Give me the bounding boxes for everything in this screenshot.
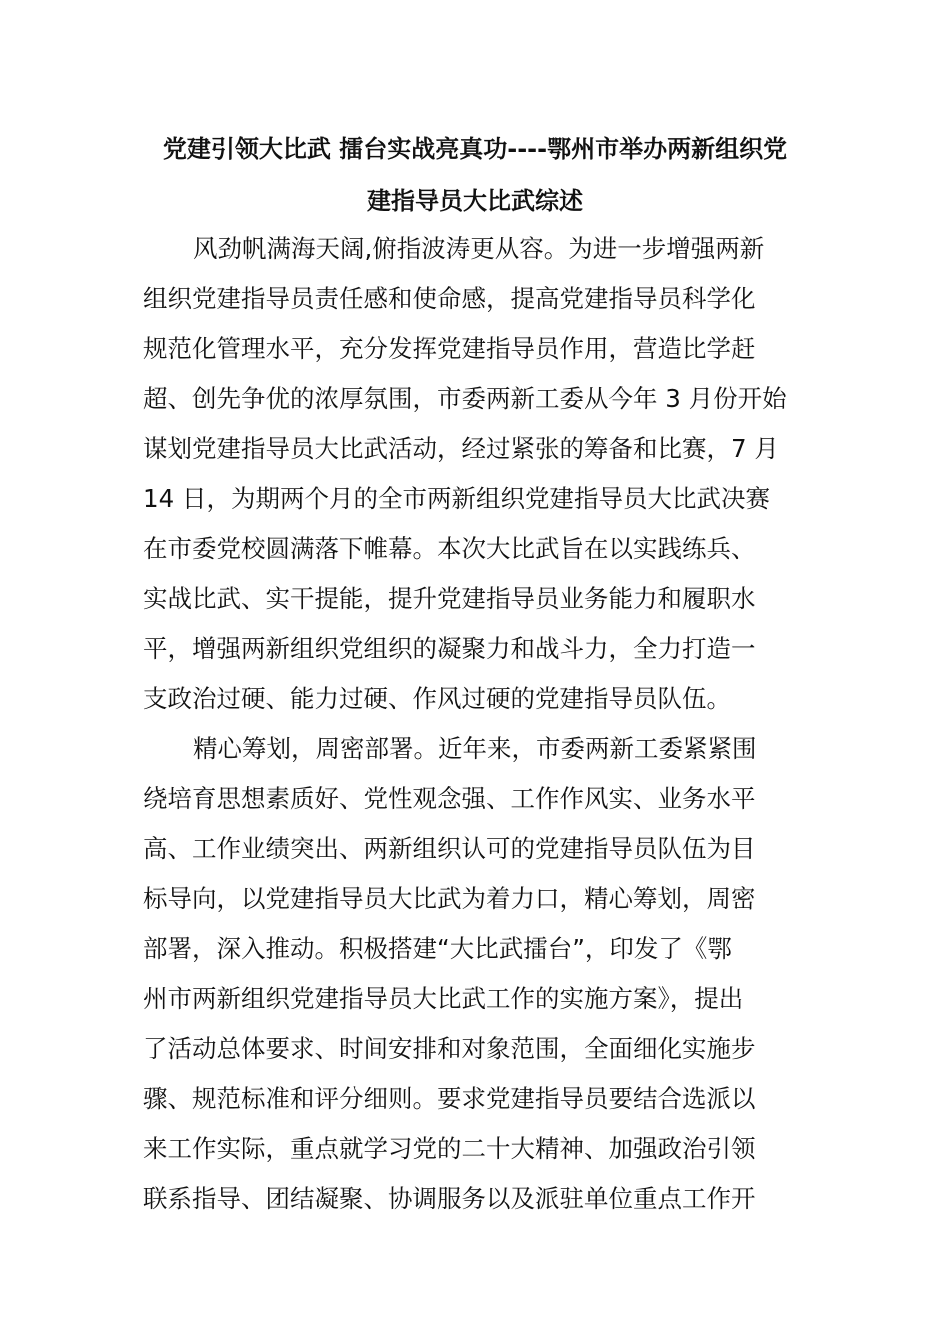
paragraph-2-line-9: 来工作实际，重点就学习党的二十大精神、加强政治引领 xyxy=(143,1134,756,1163)
paragraph-2-line-6: 州市两新组织党建指导员大比武工作的实施方案》，提出 xyxy=(143,984,744,1013)
paragraph-1-line-2: 组织党建指导员责任感和使命感，提高党建指导员科学化 xyxy=(143,284,756,313)
paragraph-2-line-7: 了活动总体要求、时间安排和对象范围，全面细化实施步 xyxy=(143,1034,756,1063)
paragraph-2-line-4: 标导向，以党建指导员大比武为着力口，精心筹划，周密 xyxy=(143,884,756,913)
document-title-line-1: 党建引领大比武 擂台实战亮真功----鄂州市举办两新组织党 xyxy=(162,135,788,163)
paragraph-2-line-10: 联系指导、团结凝聚、协调服务以及派驻单位重点工作开 xyxy=(143,1184,756,1213)
paragraph-1-line-8: 实战比武、实干提能，提升党建指导员业务能力和履职水 xyxy=(143,584,756,613)
paragraph-1-line-3: 规范化管理水平，充分发挥党建指导员作用，营造比学赶 xyxy=(143,334,756,363)
paragraph-1-line-6: 14 日，为期两个月的全市两新组织党建指导员大比武决赛 xyxy=(143,484,770,513)
paragraph-1-line-7: 在市委党校圆满落下帷幕。本次大比武旨在以实践练兵、 xyxy=(143,534,756,563)
paragraph-2-line-1: 精心筹划，周密部署。近年来，市委两新工委紧紧围 xyxy=(193,734,757,763)
paragraph-2-line-2: 绕培育思想素质好、党性观念强、工作作风实、业务水平 xyxy=(143,784,756,813)
paragraph-2-line-5: 部署，深入推动。积极搭建“大比武擂台”，印发了《鄂 xyxy=(143,934,732,963)
paragraph-2-line-3: 高、工作业绩突出、两新组织认可的党建指导员队伍为目 xyxy=(143,834,756,863)
paragraph-1-line-10: 支政治过硬、能力过硬、作风过硬的党建指导员队伍。 xyxy=(143,684,731,713)
document-title-line-2: 建指导员大比武综述 xyxy=(367,187,583,215)
paragraph-1-line-1: 风劲帆满海天阔,俯指波涛更从容。为进一步增强两新 xyxy=(193,234,765,263)
paragraph-1-line-9: 平，增强两新组织党组织的凝聚力和战斗力，全力打造一 xyxy=(143,634,756,663)
paragraph-1-line-4: 超、创先争优的浓厚氛围，市委两新工委从今年 3 月份开始 xyxy=(143,384,787,413)
paragraph-2-line-8: 骤、规范标准和评分细则。要求党建指导员要结合选派以 xyxy=(143,1084,756,1113)
paragraph-1-line-5: 谋划党建指导员大比武活动，经过紧张的筹备和比赛，7 月 xyxy=(143,434,779,463)
